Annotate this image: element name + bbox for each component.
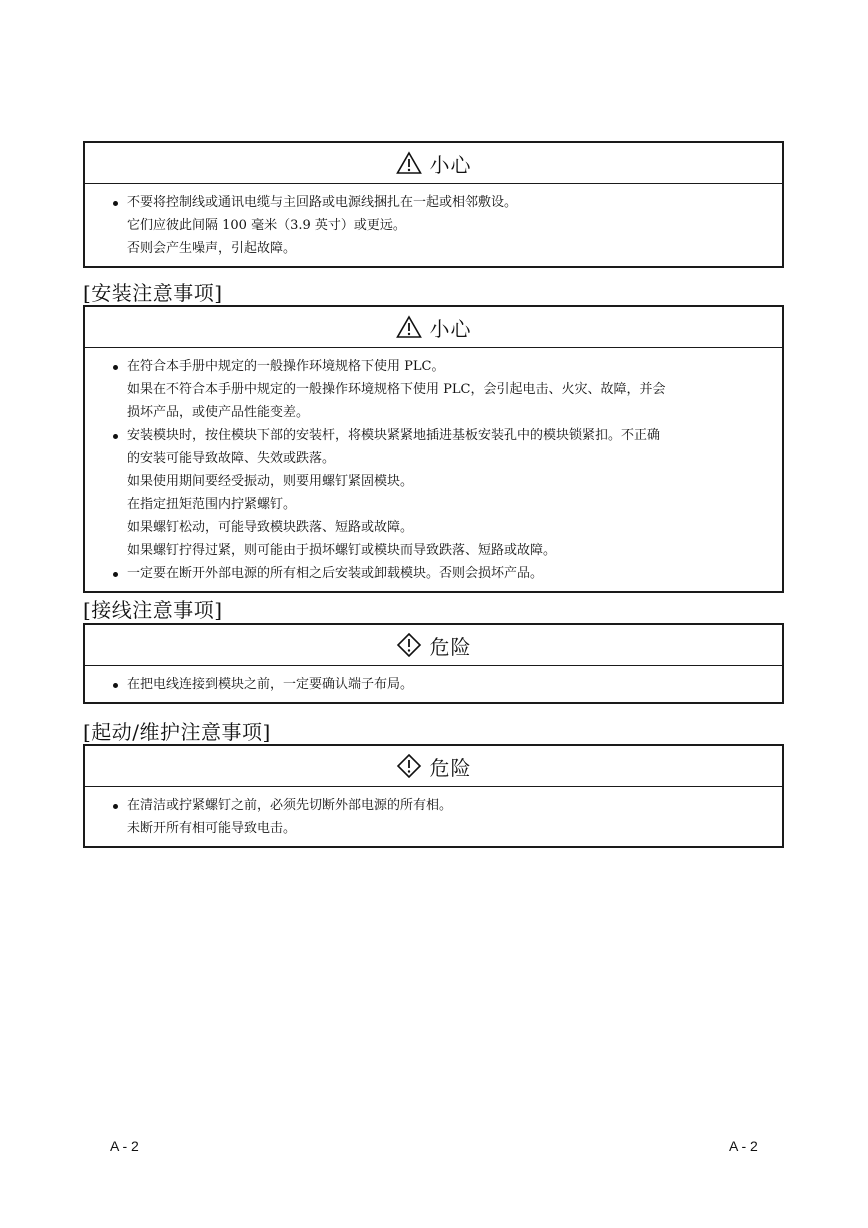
- item-line: 在清洁或拧紧螺钉之前，必须先切断外部电源的所有相。: [127, 798, 453, 813]
- danger-diamond-icon: [396, 754, 422, 778]
- list-item: [111, 355, 756, 424]
- section-title-installation: [安装注意事项]: [83, 281, 223, 305]
- item-line: 不要将控制线或通讯电缆与主回路或电源线捆扎在一起或相邻敷设。: [127, 195, 518, 210]
- item-line: 它们应彼此间隔 100 毫米（3.9 英寸）或更远。: [127, 218, 406, 233]
- danger-header: [85, 625, 782, 666]
- item-line: 在把电线连接到模块之前，一定要确认端子布局。: [127, 677, 414, 692]
- danger-header: [85, 746, 782, 787]
- warning-triangle-icon: [396, 315, 422, 339]
- danger-heading: 危险: [429, 634, 472, 659]
- danger-diamond-icon: [396, 633, 422, 657]
- page-number-right: A - 2: [729, 1138, 758, 1154]
- list-item: [111, 562, 756, 585]
- section-title-wiring: [接线注意事项]: [83, 598, 223, 622]
- item-line: 安装模块时，按住模块下部的安装杆，将模块紧紧地插进基板安装孔中的模块锁紧扣。不正确: [127, 428, 661, 443]
- item-line: 在指定扭矩范围内拧紧螺钉。: [127, 497, 297, 512]
- caution-box-wiring-separation: [83, 141, 784, 268]
- caution-box-installation: [83, 305, 784, 593]
- danger-heading: 危险: [429, 755, 472, 780]
- page-number-left: A - 2: [110, 1138, 139, 1154]
- list-item: [111, 424, 756, 562]
- item-line: 否则会产生噪声，引起故障。: [127, 241, 297, 256]
- caution-header: [85, 143, 782, 184]
- item-line: 未断开所有相可能导致电击。: [127, 821, 297, 836]
- warning-triangle-icon: [396, 151, 422, 175]
- caution-header: [85, 307, 782, 348]
- list-item: [111, 794, 756, 840]
- caution-body: [85, 348, 782, 591]
- danger-body: [85, 787, 782, 846]
- list-item: [111, 673, 756, 696]
- item-line: 损坏产品，或使产品性能变差。: [127, 405, 310, 420]
- danger-box-startup-maintenance: [83, 744, 784, 848]
- item-line: 如果螺钉松动，可能导致模块跌落、短路或故障。: [127, 520, 414, 535]
- danger-box-wiring: [83, 623, 784, 704]
- item-line: 的安装可能导致故障、失效或跌落。: [127, 451, 336, 466]
- list-item: [111, 191, 756, 260]
- caution-body: [85, 184, 782, 266]
- item-line: 如果在不符合本手册中规定的一般操作环境规格下使用 PLC，会引起电击、火灾、故障，并会: [127, 382, 666, 397]
- danger-body: [85, 666, 782, 702]
- item-line: 如果螺钉拧得过紧，则可能由于损坏螺钉或模块而导致跌落、短路或故障。: [127, 543, 557, 558]
- caution-heading: 小心: [429, 316, 472, 341]
- caution-heading: 小心: [429, 152, 472, 177]
- item-line: 一定要在断开外部电源的所有相之后安装或卸载模块。否则会损坏产品。: [127, 566, 544, 581]
- item-line: 在符合本手册中规定的一般操作环境规格下使用 PLC。: [127, 359, 445, 374]
- item-line: 如果使用期间要经受振动，则要用螺钉紧固模块。: [127, 474, 414, 489]
- section-title-startup-maintenance: [起动/维护注意事项]: [83, 720, 271, 744]
